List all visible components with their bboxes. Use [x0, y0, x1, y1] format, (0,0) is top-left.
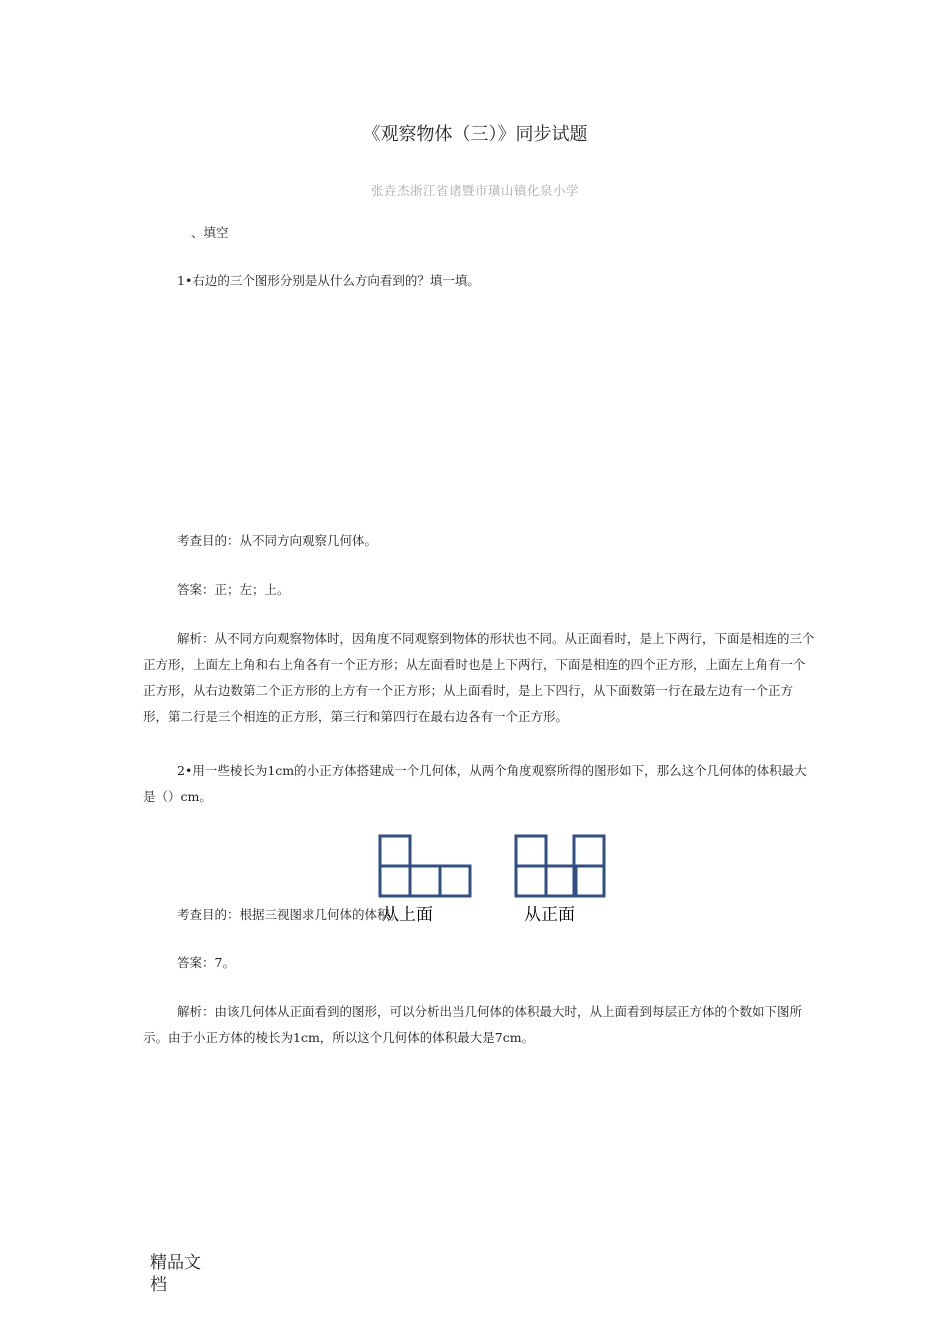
footer-watermark: 精品文档	[150, 1253, 201, 1295]
q2-answer: 答案：7。	[177, 955, 235, 970]
author-line: 张垚杰浙江省诸暨市璜山镇化泉小学	[370, 183, 579, 198]
question-1: 1•右边的三个图形分别是从什么方向看到的？填一填。	[177, 273, 480, 288]
view-square	[410, 866, 440, 896]
q2-aim: 考查目的：根据三视图求几何体的体积。	[177, 907, 403, 922]
view-square	[546, 866, 576, 896]
q1-answer: 答案：正；左；上。	[177, 582, 290, 597]
section-heading: 、填空	[191, 225, 229, 240]
view-square	[440, 866, 470, 896]
view-square	[574, 866, 604, 896]
view-square	[516, 866, 546, 896]
question-2: 2•用一些棱长为1cm的小正方体搭建成一个几何体，从两个角度观察所得的图形如下，那么这个几何体的体积最大是（）cm。	[143, 763, 807, 804]
view-square	[516, 836, 546, 866]
label-front-view: 从正面	[524, 905, 575, 922]
view-square	[574, 836, 604, 866]
q2-explanation: 解析：由该几何体从正面看到的图形，可以分析出当几何体的体积最大时，从上面看到每层正方体的个数如下图所示。由于小正方体的棱长为1cm，所以这个几何体的体积最大是7cm。	[143, 1004, 803, 1045]
q2-view-figure	[376, 832, 616, 922]
view-square	[380, 866, 410, 896]
page-title: 《观察物体（三）》同步试题	[362, 124, 588, 145]
view-square	[380, 836, 410, 866]
q1-explanation: 解析：从不同方向观察物体时，因角度不同观察到物体的形状也不同。从正面看时，是上下两行，下面是相连的三个正方形，上面左上角和右上角各有一个正方形；从左面看时也是上下两行，下面是相连的四个正方形，上面左上角有一个正方形，从右边数第二个正方形的上方有一个正方形；从上面看时，是上下四行，从下面数第一行在最左边有一个正方形，第二行是三个相连的正方形，第三行和第四行在最右边各有一个正方形。	[143, 631, 815, 724]
label-top-view: 从上面	[382, 905, 433, 922]
q1-aim: 考查目的：从不同方向观察几何体。	[177, 533, 378, 548]
